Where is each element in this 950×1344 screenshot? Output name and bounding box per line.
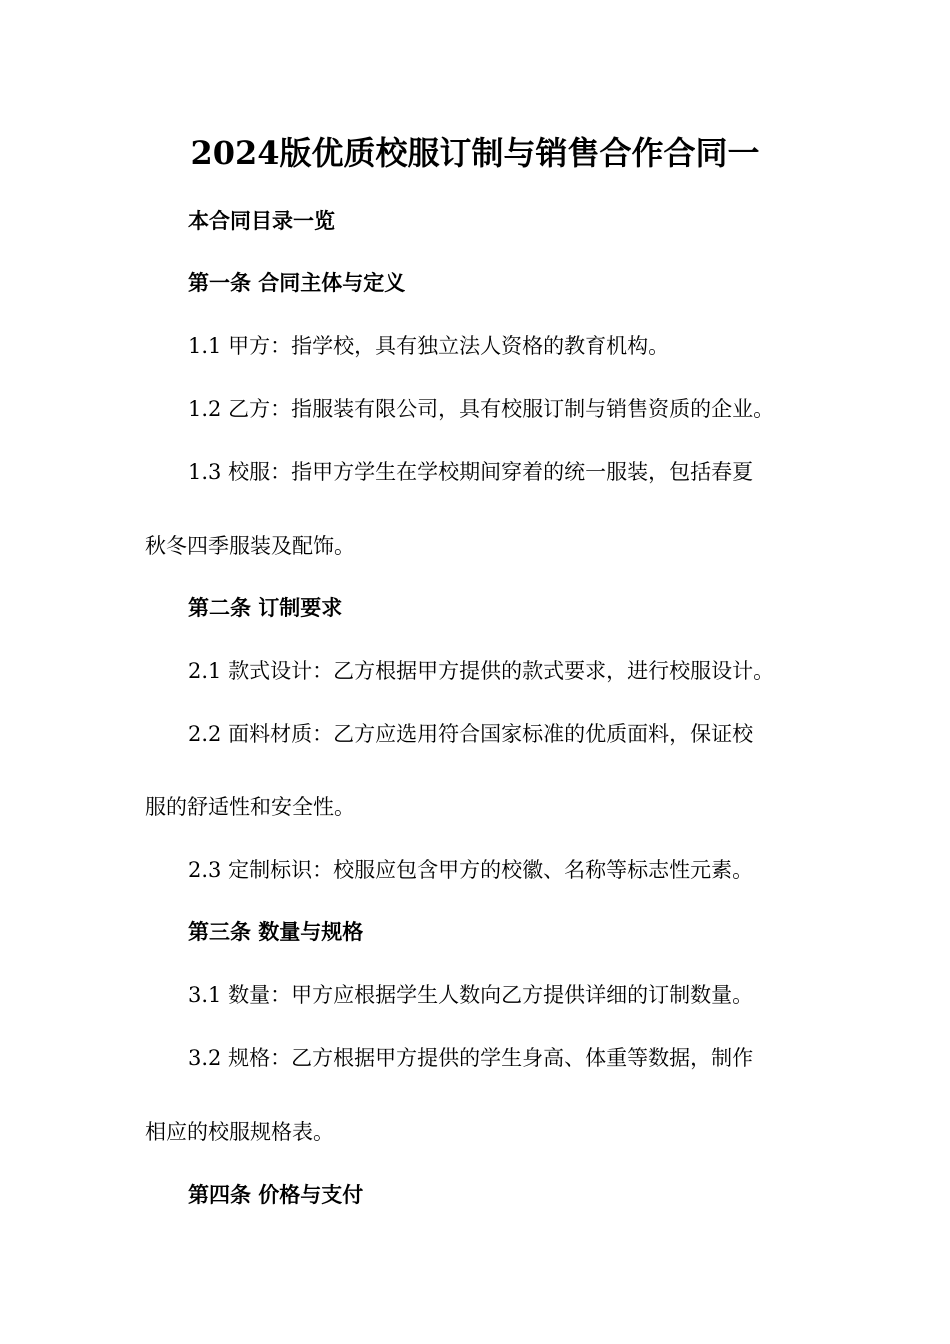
article-3-heading: 第三条 数量与规格 (188, 920, 364, 944)
clause-1-3-line-2: 秋冬四季服装及配饰。 (145, 534, 355, 558)
clause-3-2-line-2: 相应的校服规格表。 (145, 1120, 334, 1144)
article-2-heading: 第二条 订制要求 (188, 596, 343, 620)
article-1-heading: 第一条 合同主体与定义 (188, 271, 406, 295)
clause-3-2-line-1: 3.2 规格：乙方根据甲方提供的学生身高、体重等数据，制作 (188, 1046, 754, 1070)
document-title: 2024版优质校服订制与销售合作合同一 (190, 134, 760, 172)
clause-2-2-line-2: 服的舒适性和安全性。 (145, 795, 355, 819)
toc-heading: 本合同目录一览 (188, 209, 335, 233)
clause-2-2-line-1: 2.2 面料材质：乙方应选用符合国家标准的优质面料，保证校 (188, 722, 754, 746)
clause-1-2: 1.2 乙方：指服装有限公司，具有校服订制与销售资质的企业。 (188, 397, 775, 421)
clause-3-1: 3.1 数量：甲方应根据学生人数向乙方提供详细的订制数量。 (188, 983, 754, 1007)
article-4-heading: 第四条 价格与支付 (188, 1183, 364, 1207)
clause-2-1: 2.1 款式设计：乙方根据甲方提供的款式要求，进行校服设计。 (188, 659, 775, 683)
clause-1-1: 1.1 甲方：指学校，具有独立法人资格的教育机构。 (188, 334, 670, 358)
clause-1-3-line-1: 1.3 校服：指甲方学生在学校期间穿着的统一服装，包括春夏 (188, 460, 754, 484)
clause-2-3: 2.3 定制标识：校服应包含甲方的校徽、名称等标志性元素。 (188, 858, 754, 882)
